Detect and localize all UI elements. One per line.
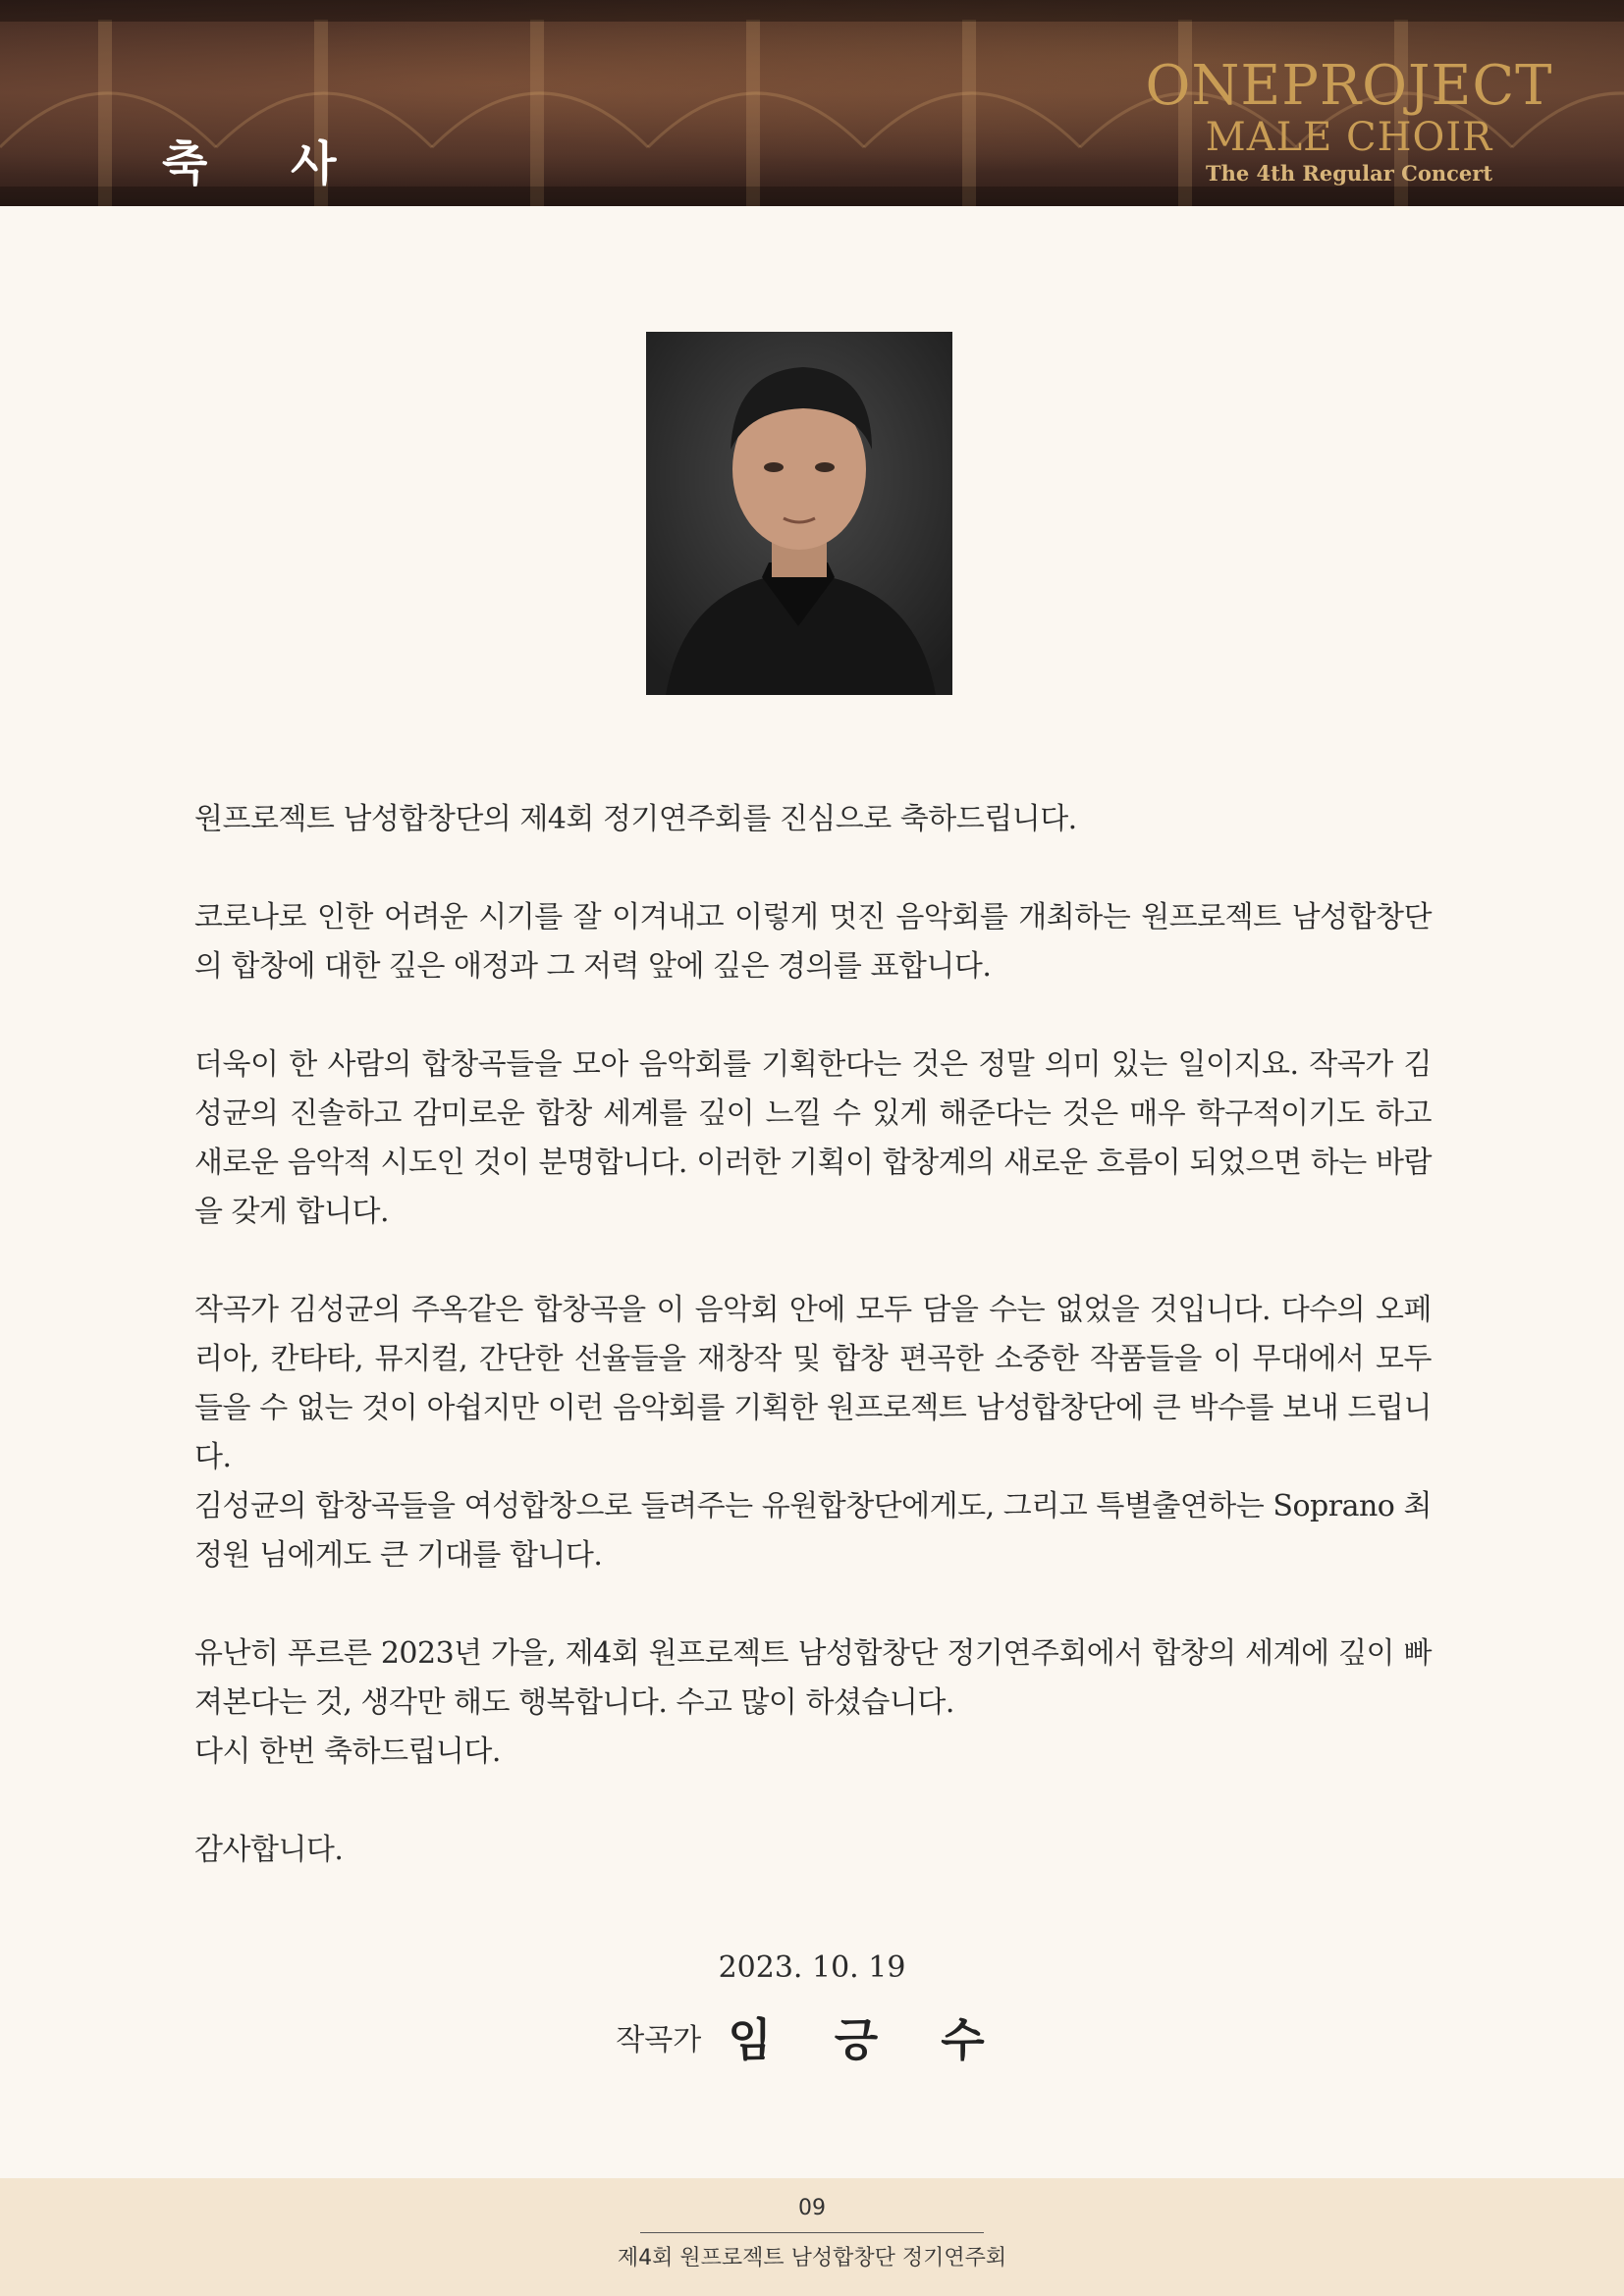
paragraph: 다시 한번 축하드립니다. [194, 1735, 501, 1769]
signature-date: 2023. 10. 19 [718, 1950, 906, 1985]
page-title: 축 사 [162, 136, 370, 191]
paragraph: 작곡가 김성균의 주옥같은 합창곡을 이 음악회 안에 모두 담을 수는 없었을 것입니다. 다수의 오페리아, 칸타타, 뮤지컬, 간단한 선율들을 재창작 및 합창 편곡한 소중한 작품들을 이 무대에서 모두 들을 수 없는 것이 아쉽지만 이런 음악회를 기획한 원프로젝트 남성합창단에 큰 박수를 보내 드립니다. [194, 1293, 1432, 1474]
signature-name: 임 긍 수 [728, 2013, 1008, 2066]
footer [0, 2178, 1624, 2296]
paragraph: 감사합니다. [194, 1833, 344, 1867]
signature-block [0, 1944, 1624, 2069]
composer-portrait [646, 332, 952, 695]
paragraph: 유난히 푸르른 2023년 가을, 제4회 원프로젝트 남성합창단 정기연주회에서 합창의 세계에 깊이 빠져본다는 것, 생각만 해도 행복합니다. 수고 많이 하셨습니다. [194, 1636, 1432, 1720]
logo-oneproject: ONEPROJECT [1145, 54, 1553, 118]
footer-caption: 제4회 원프로젝트 남성합창단 정기연주회 [617, 2246, 1007, 2270]
paragraph: 원프로젝트 남성합창단의 제4회 정기연주회를 진심으로 축하드립니다. [194, 802, 1077, 836]
congratulatory-message [194, 795, 1432, 1924]
signature-line [0, 2004, 1624, 2069]
page-number: 09 [798, 2196, 826, 2220]
oneproject-logo [1143, 54, 1555, 188]
portrait-photo [646, 332, 952, 695]
logo-concert-subtitle: The 4th Regular Concert [1205, 161, 1493, 186]
logo-male-choir: MALE CHOIR [1205, 115, 1493, 160]
header-banner [0, 0, 1624, 206]
paragraph: 코로나로 인한 어려운 시기를 잘 이겨내고 이렇게 멋진 음악회를 개최하는 원프로젝트 남성합창단의 합창에 대한 깊은 애정과 그 저력 앞에 깊은 경의를 표합니다. [194, 900, 1432, 984]
footer-divider [640, 2232, 984, 2233]
signature-title: 작곡가 [616, 2023, 702, 2057]
paragraph: 김성균의 합창곡들을 여성합창으로 들려주는 유원합창단에게도, 그리고 특별출연하는 Soprano 최정원 님에게도 큰 기대를 합니다. [194, 1489, 1432, 1573]
paragraph: 더욱이 한 사람의 합창곡들을 모아 음악회를 기획한다는 것은 정말 의미 있는 일이지요. 작곡가 김성균의 진솔하고 감미로운 합창 세계를 깊이 느낄 수 있게 해준다는 것은 매우 학구적이기도 하고 새로운 음악적 시도인 것이 분명합니다. 이러한 기획이 합창계의 새로운 흐름이 되었으면 하는 바람을 갖게 합니다. [194, 1047, 1432, 1229]
